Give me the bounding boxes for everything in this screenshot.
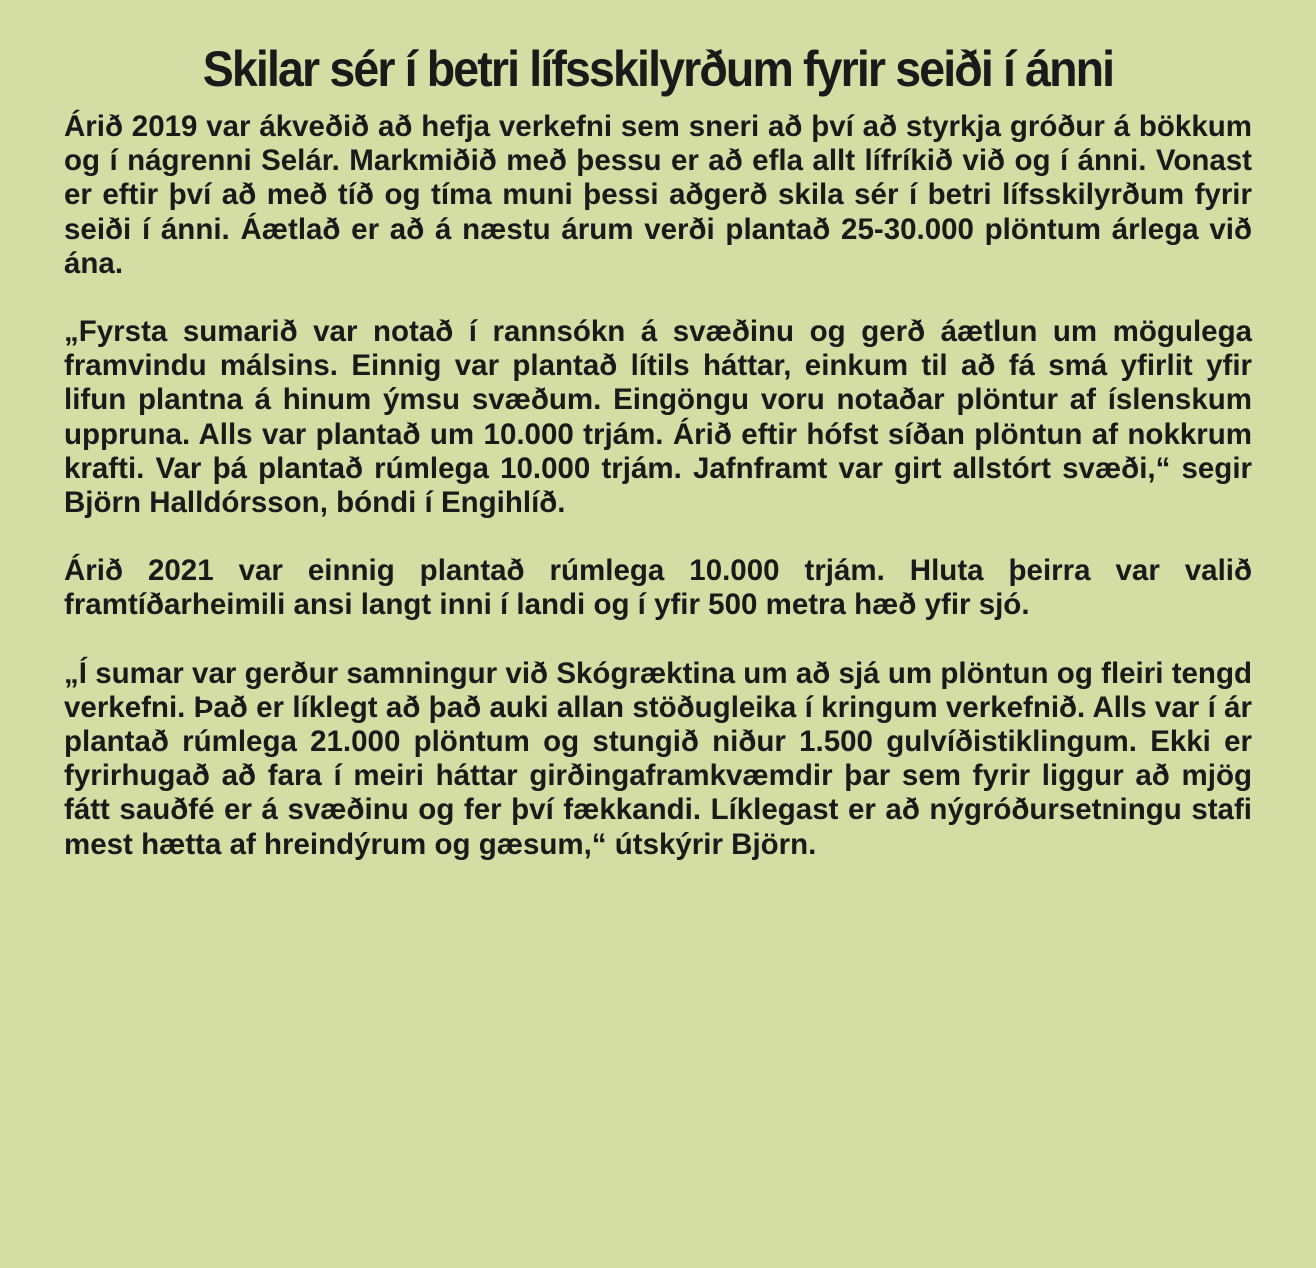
- article-paragraph-1: Árið 2019 var ákveðið að hefja verkefni sem sneri að því að styrkja gróður á bökkum og í nágrenni Selár. Markmiðið með þessu er að efla allt lífríkið við og í ánni. Vonast er eftir því að með tíð og tíma muni þessi aðgerð skila sér í betri lífsskilyrðum fyrir seiði í ánni. Áætlað er að á næstu árum verði plantað 25-30.000 plöntum árlega við ána.: [64, 110, 1252, 280]
- article-paragraph-2: „Fyrsta sumarið var notað í rannsókn á svæðinu og gerð áætlun um mögulega framvindu málsins. Einnig var plantað lítils háttar, einkum til að fá smá yfirlit yfir lifun plantna á hinum ýmsu svæðum. Eingöngu voru notaðar plöntur af íslenskum uppruna. Alls var plantað um 10.000 trjám. Árið eftir hófst síðan plöntun af nokkrum krafti. Var þá plantað rúmlega 10.000 trjám. Jafnframt var girt allstórt svæði,“ segir Björn Halldórsson, bóndi í Engihlíð.: [64, 315, 1252, 520]
- article-paragraph-4: „Í sumar var gerður samningur við Skógræktina um að sjá um plöntun og fleiri tengd verkefni. Það er líklegt að það auki allan stöðugleika í kringum verkefnið. Alls var í ár plantað rúmlega 21.000 plöntum og stungið niður 1.500 gulvíðistiklingum. Ekki er fyrirhugað að fara í meiri háttar girðingaframkvæmdir þar sem fyrir liggur að mjög fátt sauðfé er á svæðinu og fer því fækkandi. Líklegast er að nýgróðursetningu stafi mest hætta af hreindýrum og gæsum,“ útskýrir Björn.: [64, 656, 1252, 861]
- article: [64, 30, 1252, 896]
- article-title: Skilar sér í betri lífsskilyrðum fyrir seiði í ánni: [202, 41, 1114, 97]
- article-paragraph-3: Árið 2021 var einnig plantað rúmlega 10.000 trjám. Hluta þeirra var valið framtíðarheimili ansi langt inni í landi og í yfir 500 metra hæð yfir sjó.: [64, 554, 1252, 622]
